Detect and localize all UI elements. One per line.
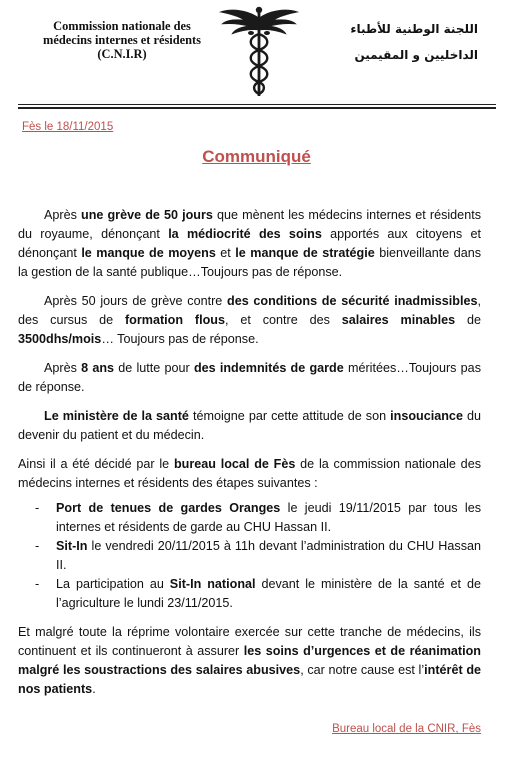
text: méritées…Toujours pas de réponse. — [18, 361, 481, 394]
paragraph-conditions — [18, 292, 481, 349]
emphasis: les soins d’urgences et de réanimation malgré les soustractions des salaires abusives — [18, 644, 481, 677]
paragraph-strike — [18, 206, 481, 282]
emphasis: bureau local de Fès — [173, 457, 296, 471]
text: de la commission nationale des médecins internes et résidents des étapes suivantes : — [18, 457, 481, 490]
emphasis: salaires minables — [341, 313, 456, 327]
text: Et malgré toute la réprime volontaire exercée sur cette tranche de médecins, ils continuent et ils continueront à assurer — [18, 625, 481, 658]
paragraph-decision — [18, 455, 481, 493]
text: , car notre cause est l’ — [300, 663, 425, 677]
emphasis: Sit-In — [56, 539, 88, 553]
caduceus-logo — [218, 4, 300, 100]
list-dash: - — [35, 539, 40, 553]
emphasis: 8 ans — [81, 361, 115, 375]
emphasis: Port de tenues de gardes Oranges — [56, 501, 281, 515]
text: Ainsi il a été décidé par le — [18, 457, 174, 471]
list-item — [18, 575, 481, 613]
text: Après — [44, 208, 81, 222]
paragraph-indemnities — [18, 359, 481, 397]
text: Après — [44, 361, 82, 375]
emphasis: insouciance — [390, 409, 463, 423]
emphasis: le manque de moyens — [81, 246, 216, 260]
text: … Toujours pas de réponse. — [101, 332, 259, 346]
emphasis: la médiocrité des soins — [168, 227, 322, 241]
emphasis: Sit-In national — [169, 577, 256, 591]
letterhead — [0, 0, 513, 110]
text: bienveillante dans la gestion de la santé publique…Toujours pas de réponse. — [18, 246, 481, 279]
text: le jeudi 19/11/2015 par tous les internes et résidents de garde au CHU Hassan II. — [56, 501, 482, 534]
org-acronym: (C.N.I.R) — [97, 47, 147, 61]
emphasis: 3500dhs/mois — [18, 332, 102, 346]
text: de lutte pour — [114, 361, 194, 375]
emphasis: le manque de stratégie — [235, 246, 375, 260]
emphasis: formation flous — [124, 313, 225, 327]
arabic-line-1: اللجنة الوطنية للأطباء — [350, 22, 478, 36]
text: de — [455, 313, 481, 327]
emphasis: une grève de 50 jours — [81, 208, 213, 222]
arabic-line-2: الداخليين و المقيمين — [354, 48, 478, 62]
org-name-line-1: Commission nationale des — [53, 19, 191, 33]
emphasis: des conditions de sécurité inadmissibles — [227, 294, 478, 308]
organization-name-french — [27, 19, 217, 61]
text: , et contre des — [225, 313, 342, 327]
text: devant le ministère de la santé et de l’agriculture le lundi 23/11/2015. — [56, 577, 481, 610]
action-steps-list — [18, 499, 481, 613]
emphasis: Le ministère de la santé — [44, 409, 189, 423]
header-divider-thick — [18, 107, 496, 109]
text: La participation au — [56, 577, 170, 591]
text: témoigne par cette attitude de son — [188, 409, 391, 423]
list-dash: - — [35, 501, 40, 515]
text: du devenir du patient et du médecin. — [18, 409, 481, 442]
document-title: Communiqué — [202, 147, 311, 166]
header-divider — [18, 104, 496, 105]
list-item — [18, 499, 481, 537]
paragraph-conclusion — [18, 623, 481, 699]
signature: Bureau local de la CNIR, Fès — [332, 723, 481, 735]
emphasis: intérêt de nos patients — [18, 663, 482, 696]
text: le vendredi 20/11/2015 à 11h devant l’administration du CHU Hassan II. — [56, 539, 481, 572]
communique-body — [18, 206, 481, 709]
paragraph-ministry — [18, 407, 481, 445]
list-dash: - — [35, 577, 40, 591]
list-item — [18, 537, 481, 575]
text: et — [215, 246, 236, 260]
text: apportés aux citoyens et dénonçant — [18, 227, 481, 260]
text: Après 50 jours de grève contre — [44, 294, 227, 308]
text: que mènent les médecins internes et résidents du royaume, dénonçant — [18, 208, 481, 241]
text: . — [92, 682, 96, 696]
org-name-line-2: médecins internes et résidents — [43, 33, 201, 47]
text: , des cursus de — [18, 294, 482, 327]
document-date: Fès le 18/11/2015 — [22, 121, 114, 133]
emphasis: des indemnités de garde — [193, 361, 344, 375]
organization-name-arabic — [318, 16, 478, 68]
